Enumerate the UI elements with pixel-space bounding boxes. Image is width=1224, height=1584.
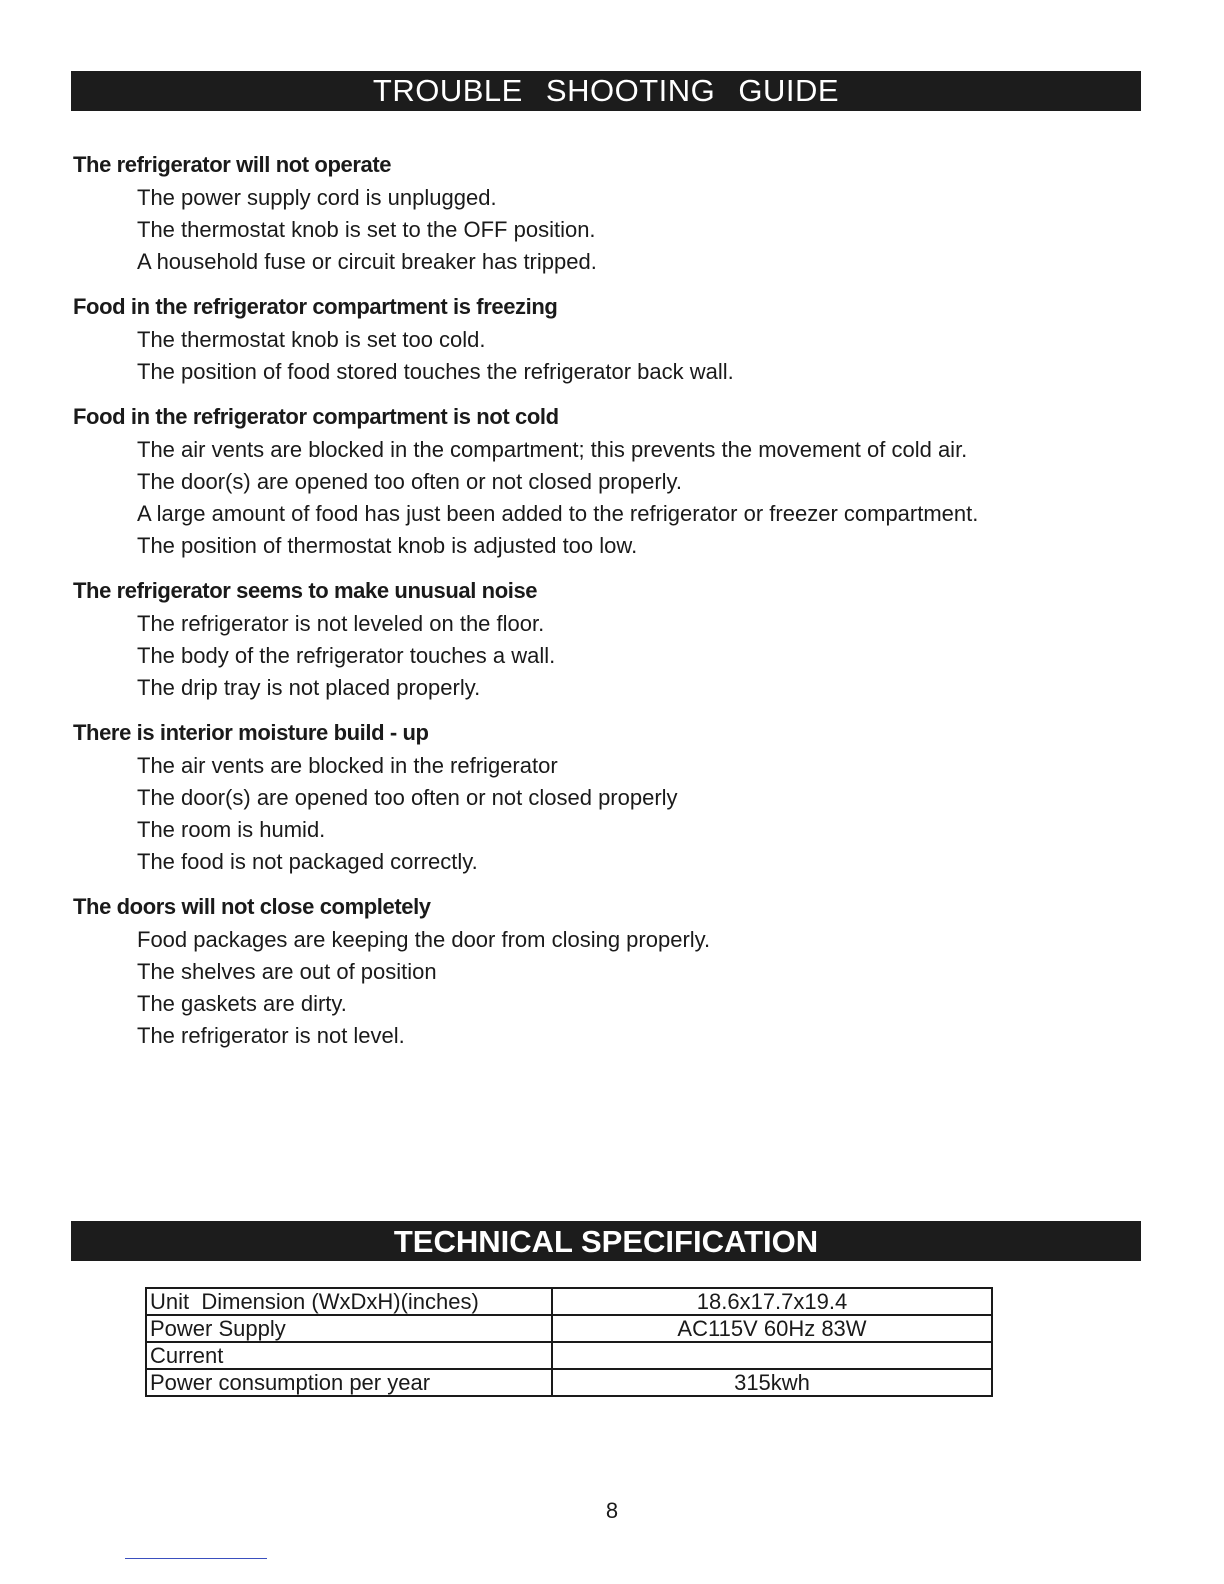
cause-item: The food is not packaged correctly. (137, 849, 478, 874)
spec-label: Current (146, 1342, 552, 1369)
cause-item: A household fuse or circuit breaker has tripped. (137, 249, 597, 274)
issue-title: There is interior moisture build - up (73, 720, 429, 745)
issue-title: The refrigerator seems to make unusual noise (73, 578, 538, 603)
cause-item: The refrigerator is not leveled on the floor. (137, 611, 545, 636)
issue-block (73, 574, 1153, 704)
cause-item: The thermostat knob is set too cold. (137, 327, 486, 352)
table-row (146, 1342, 992, 1369)
footer-divider (125, 1558, 267, 1559)
cause-item: The door(s) are opened too often or not closed properly (137, 785, 678, 810)
table-row (146, 1315, 992, 1342)
issue-block (73, 400, 1153, 562)
issue-title: The doors will not close completely (73, 894, 431, 919)
specification-table (145, 1287, 993, 1397)
troubleshooting-guide (73, 148, 1153, 1064)
cause-item: The air vents are blocked in the refrigerator (137, 753, 558, 778)
cause-item: The position of food stored touches the refrigerator back wall. (137, 359, 734, 384)
cause-item: The refrigerator is not level. (137, 1023, 405, 1048)
issue-block (73, 148, 1153, 278)
spec-label: Power Supply (146, 1315, 552, 1342)
cause-item: A large amount of food has just been added to the refrigerator or freezer compartment. (137, 501, 979, 526)
cause-item: The room is humid. (137, 817, 326, 842)
cause-item: The drip tray is not placed properly. (137, 675, 481, 700)
issue-title: Food in the refrigerator compartment is freezing (73, 294, 558, 319)
specification-heading: TECHNICAL SPECIFICATION (71, 1221, 1141, 1261)
table-row (146, 1369, 992, 1396)
cause-item: The door(s) are opened too often or not closed properly. (137, 469, 683, 494)
page-number: 8 (605, 1498, 619, 1523)
spec-label: Unit Dimension (WxDxH)(inches) (146, 1288, 552, 1315)
issue-title: Food in the refrigerator compartment is not cold (73, 404, 559, 429)
issue-title: The refrigerator will not operate (73, 152, 392, 177)
spec-value: 18.6x17.7x19.4 (552, 1288, 992, 1315)
issue-block (73, 890, 1153, 1052)
cause-item: The shelves are out of position (137, 959, 437, 984)
cause-item: The body of the refrigerator touches a wall. (137, 643, 556, 668)
cause-item: The power supply cord is unplugged. (137, 185, 497, 210)
cause-item: Food packages are keeping the door from closing properly. (137, 927, 711, 952)
table-row (146, 1288, 992, 1315)
issue-block (73, 290, 1153, 388)
spec-value: 315kwh (552, 1369, 992, 1396)
cause-item: The thermostat knob is set to the OFF position. (137, 217, 596, 242)
spec-value: AC115V 60Hz 83W (552, 1315, 992, 1342)
spec-value (552, 1342, 992, 1369)
cause-item: The gaskets are dirty. (137, 991, 347, 1016)
cause-item: The air vents are blocked in the compartment; this prevents the movement of cold air. (137, 437, 968, 462)
spec-label: Power consumption per year (146, 1369, 552, 1396)
troubleshooting-heading: TROUBLE SHOOTING GUIDE (71, 71, 1141, 111)
cause-item: The position of thermostat knob is adjusted too low. (137, 533, 638, 558)
issue-block (73, 716, 1153, 878)
